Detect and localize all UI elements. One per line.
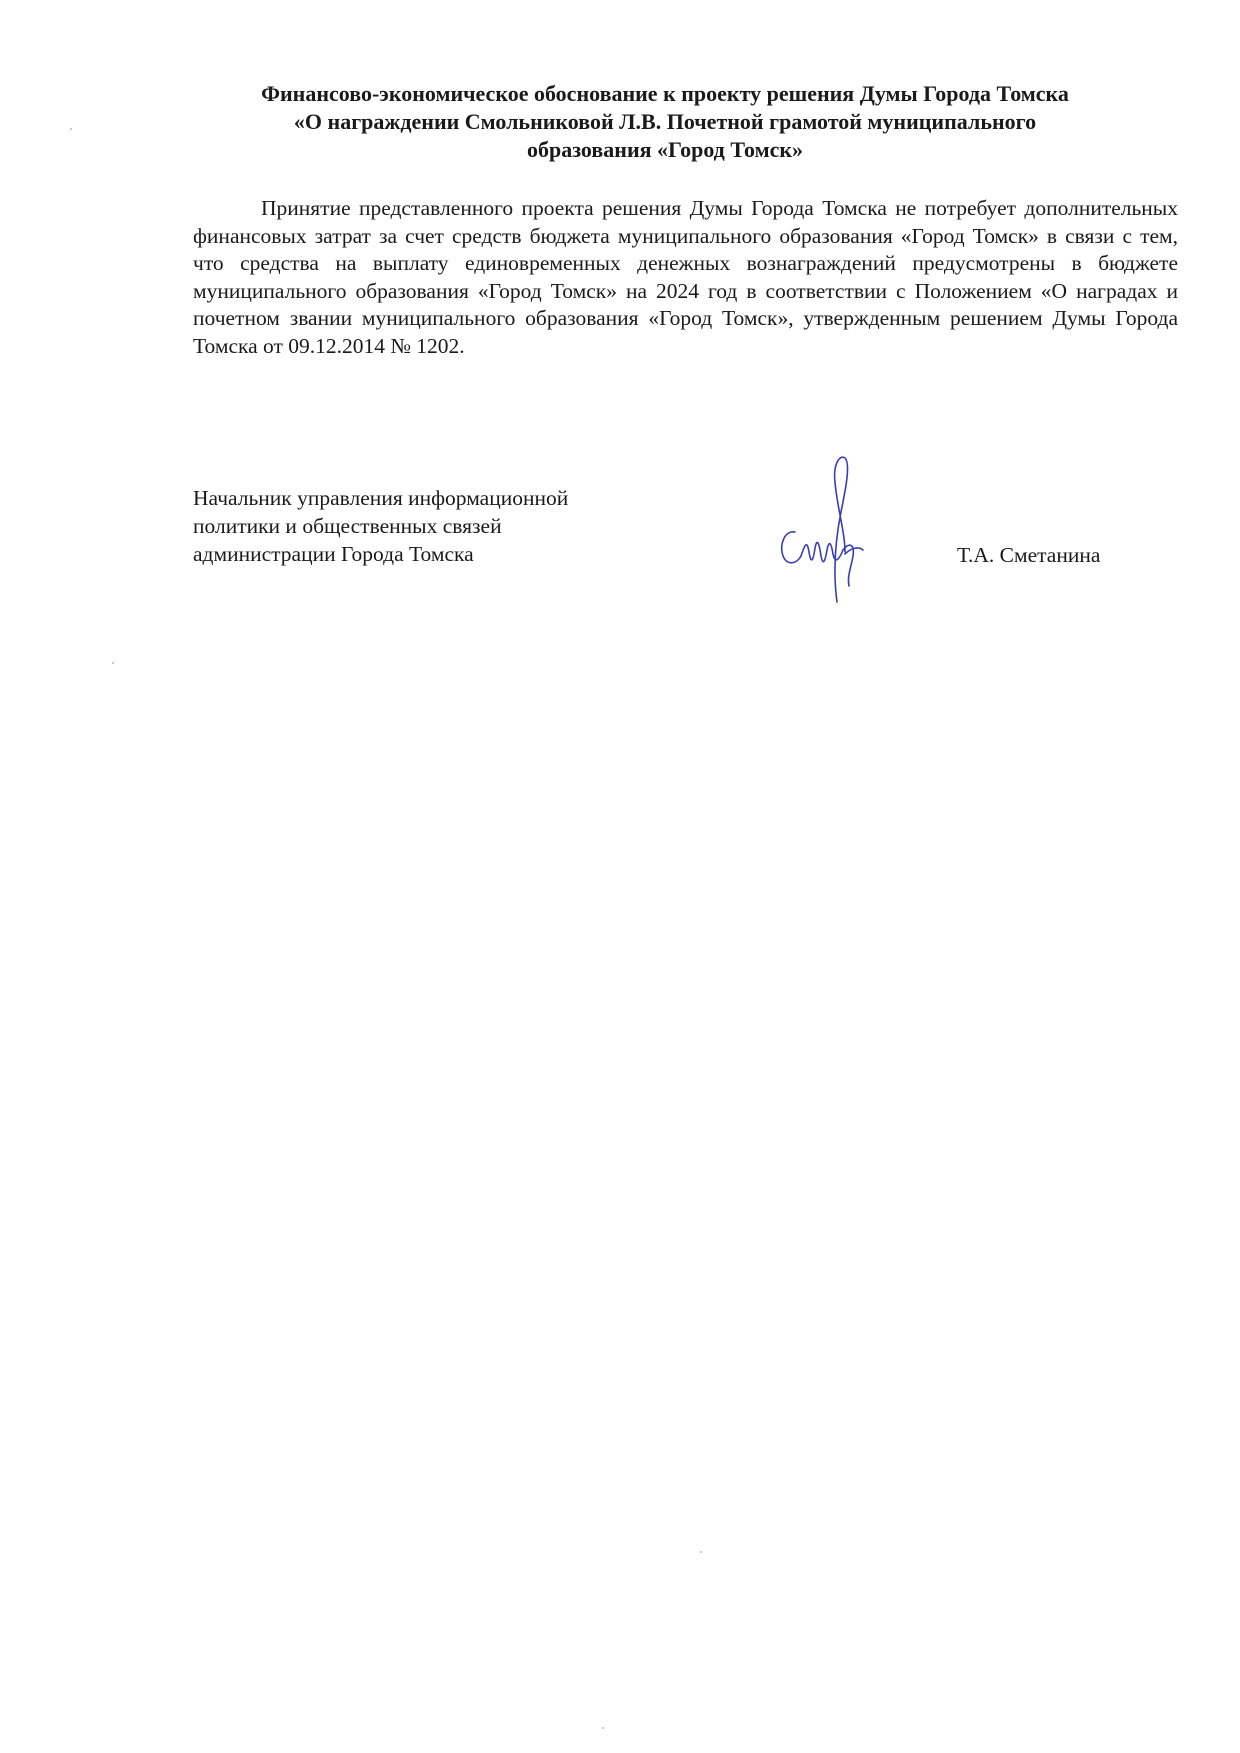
title-line-1: Финансово-экономическое обоснование к проекту решения Думы Города Томска <box>261 81 1069 106</box>
scan-speck <box>700 1551 702 1553</box>
title-line-3: образования «Город Томск» <box>526 137 804 162</box>
body-paragraph: Принятие представленного проекта решения Думы Города Томска не потребует дополнительных финансовых затрат за счет средств бюджета муниципального образования «Город Томск» в связи с тем, что средства на выплату единовременных денежных вознаграждений предусмотрены в бюджете муниципального образования «Город Томск» на 2024 год в соответствии с Положением «О наградах и почетном звании муниципального образования «Город Томск», утвержденным решением Думы Города Томска от 09.12.2014 № 1202. <box>193 196 1178 358</box>
handwritten-signature <box>775 452 885 612</box>
document-title <box>200 80 1130 164</box>
signer-name: Т.А. Сметанина <box>957 543 1101 567</box>
signer-position-line-2: политики и общественных связей <box>193 514 502 538</box>
signer-position <box>193 484 568 568</box>
signer-position-line-3: администрации Города Томска <box>193 542 474 566</box>
title-line-2: «О награждении Смольниковой Л.В. Почетной грамотой муниципального <box>293 109 1037 134</box>
scan-speck <box>602 1727 604 1729</box>
scan-speck <box>70 128 72 130</box>
scan-speck <box>112 662 114 664</box>
signer-position-line-1: Начальник управления информационной <box>193 486 569 510</box>
